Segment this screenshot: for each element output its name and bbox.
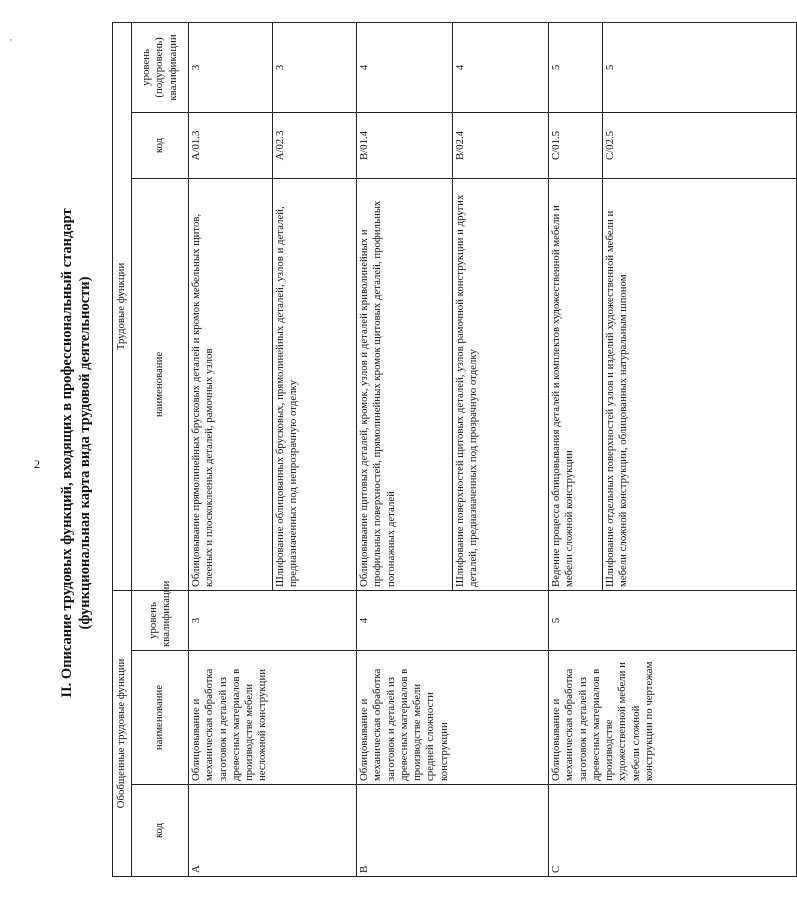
group-name: Облицовывание и механическая обработка заготовок и деталей из древесных материалов в производстве мебели несложной конструкции <box>189 651 357 785</box>
function-sublevel: 4 <box>357 22 453 112</box>
page-number: 2 <box>34 457 40 471</box>
group-level: 5 <box>549 590 797 650</box>
header-sublevel: уровень (подуровень) квалификации <box>132 22 189 112</box>
function-name: Шлифование поверхностей щитовых деталей, узлов рамочной конструкции и других деталей, предназначенных под прозрачную отделку <box>453 178 549 590</box>
header-level: уровень квалификации <box>132 590 189 650</box>
function-name: Шлифование облицованных брусковых, прямолинейных деталей, узлов и деталей, предназначенных под непрозрачную отделку <box>273 178 357 590</box>
header-row-top <box>113 22 132 876</box>
function-code: B/01.4 <box>357 112 453 178</box>
table-row <box>357 22 453 876</box>
group-code: B <box>357 785 549 877</box>
table-row <box>189 22 273 876</box>
functional-map-table-container <box>112 23 656 877</box>
function-sublevel: 5 <box>549 22 603 112</box>
group-name: Облицовывание и механическая обработка заготовок и деталей из древесных материалов в производстве художественной мебели и мебели сложной конструкции по чертежам <box>549 651 797 785</box>
functional-map-table <box>112 22 797 877</box>
function-name: Ведение процесса облицовывания деталей и комплектов художественной мебели и мебели сложной конструкции <box>549 178 603 590</box>
scan-mark: ' <box>10 38 12 49</box>
function-code: C/02.5 <box>603 112 797 178</box>
function-name: Шлифование отдельных поверхностей узлов и изделий художественной мебели и мебели сложной конструкции, облицованных натуральным шпоном <box>603 178 797 590</box>
header-labor: Трудовые функции <box>113 22 132 590</box>
function-name: Облицовывание щитовых деталей, кромок, узлов и деталей криволинейных и профильных поверхностей, прямолинейных кромок щитовых деталей, профильных погонажных деталей <box>357 178 453 590</box>
group-name: Облицовывание и механическая обработка заготовок и деталей из древесных материалов в производстве мебели средней сложности конструкции <box>357 651 549 785</box>
function-code: A/01.3 <box>189 112 273 178</box>
header-generalized: Обобщенные трудовые функции <box>113 590 132 876</box>
header-function-name: наименование <box>132 178 189 590</box>
group-level: 3 <box>189 590 357 650</box>
function-sublevel: 3 <box>189 22 273 112</box>
group-level: 4 <box>357 590 549 650</box>
function-name: Облицовывание прямолинейных брусковых деталей и кромок мебельных щитов, клееных и плоскоклееных деталей, рамочных узлов <box>189 178 273 590</box>
group-code: A <box>189 785 357 877</box>
function-code: B/02.4 <box>453 112 549 178</box>
header-code: код <box>132 785 189 877</box>
function-code: C/01.5 <box>549 112 603 178</box>
header-name: наименование <box>132 651 189 785</box>
section-title-line-2: (функциональная карта вида трудовой деятельности) <box>77 276 93 630</box>
function-sublevel: 5 <box>603 22 797 112</box>
section-title-line-1: II. Описание трудовых функций, входящих в профессиональный стандарт <box>59 208 75 698</box>
function-code: A/02.3 <box>273 112 357 178</box>
section-title <box>58 18 118 888</box>
group-code: C <box>549 785 797 877</box>
table-row <box>549 22 603 876</box>
header-function-code: код <box>132 112 189 178</box>
function-sublevel: 4 <box>453 22 549 112</box>
function-sublevel: 3 <box>273 22 357 112</box>
header-row-sub <box>132 22 189 876</box>
